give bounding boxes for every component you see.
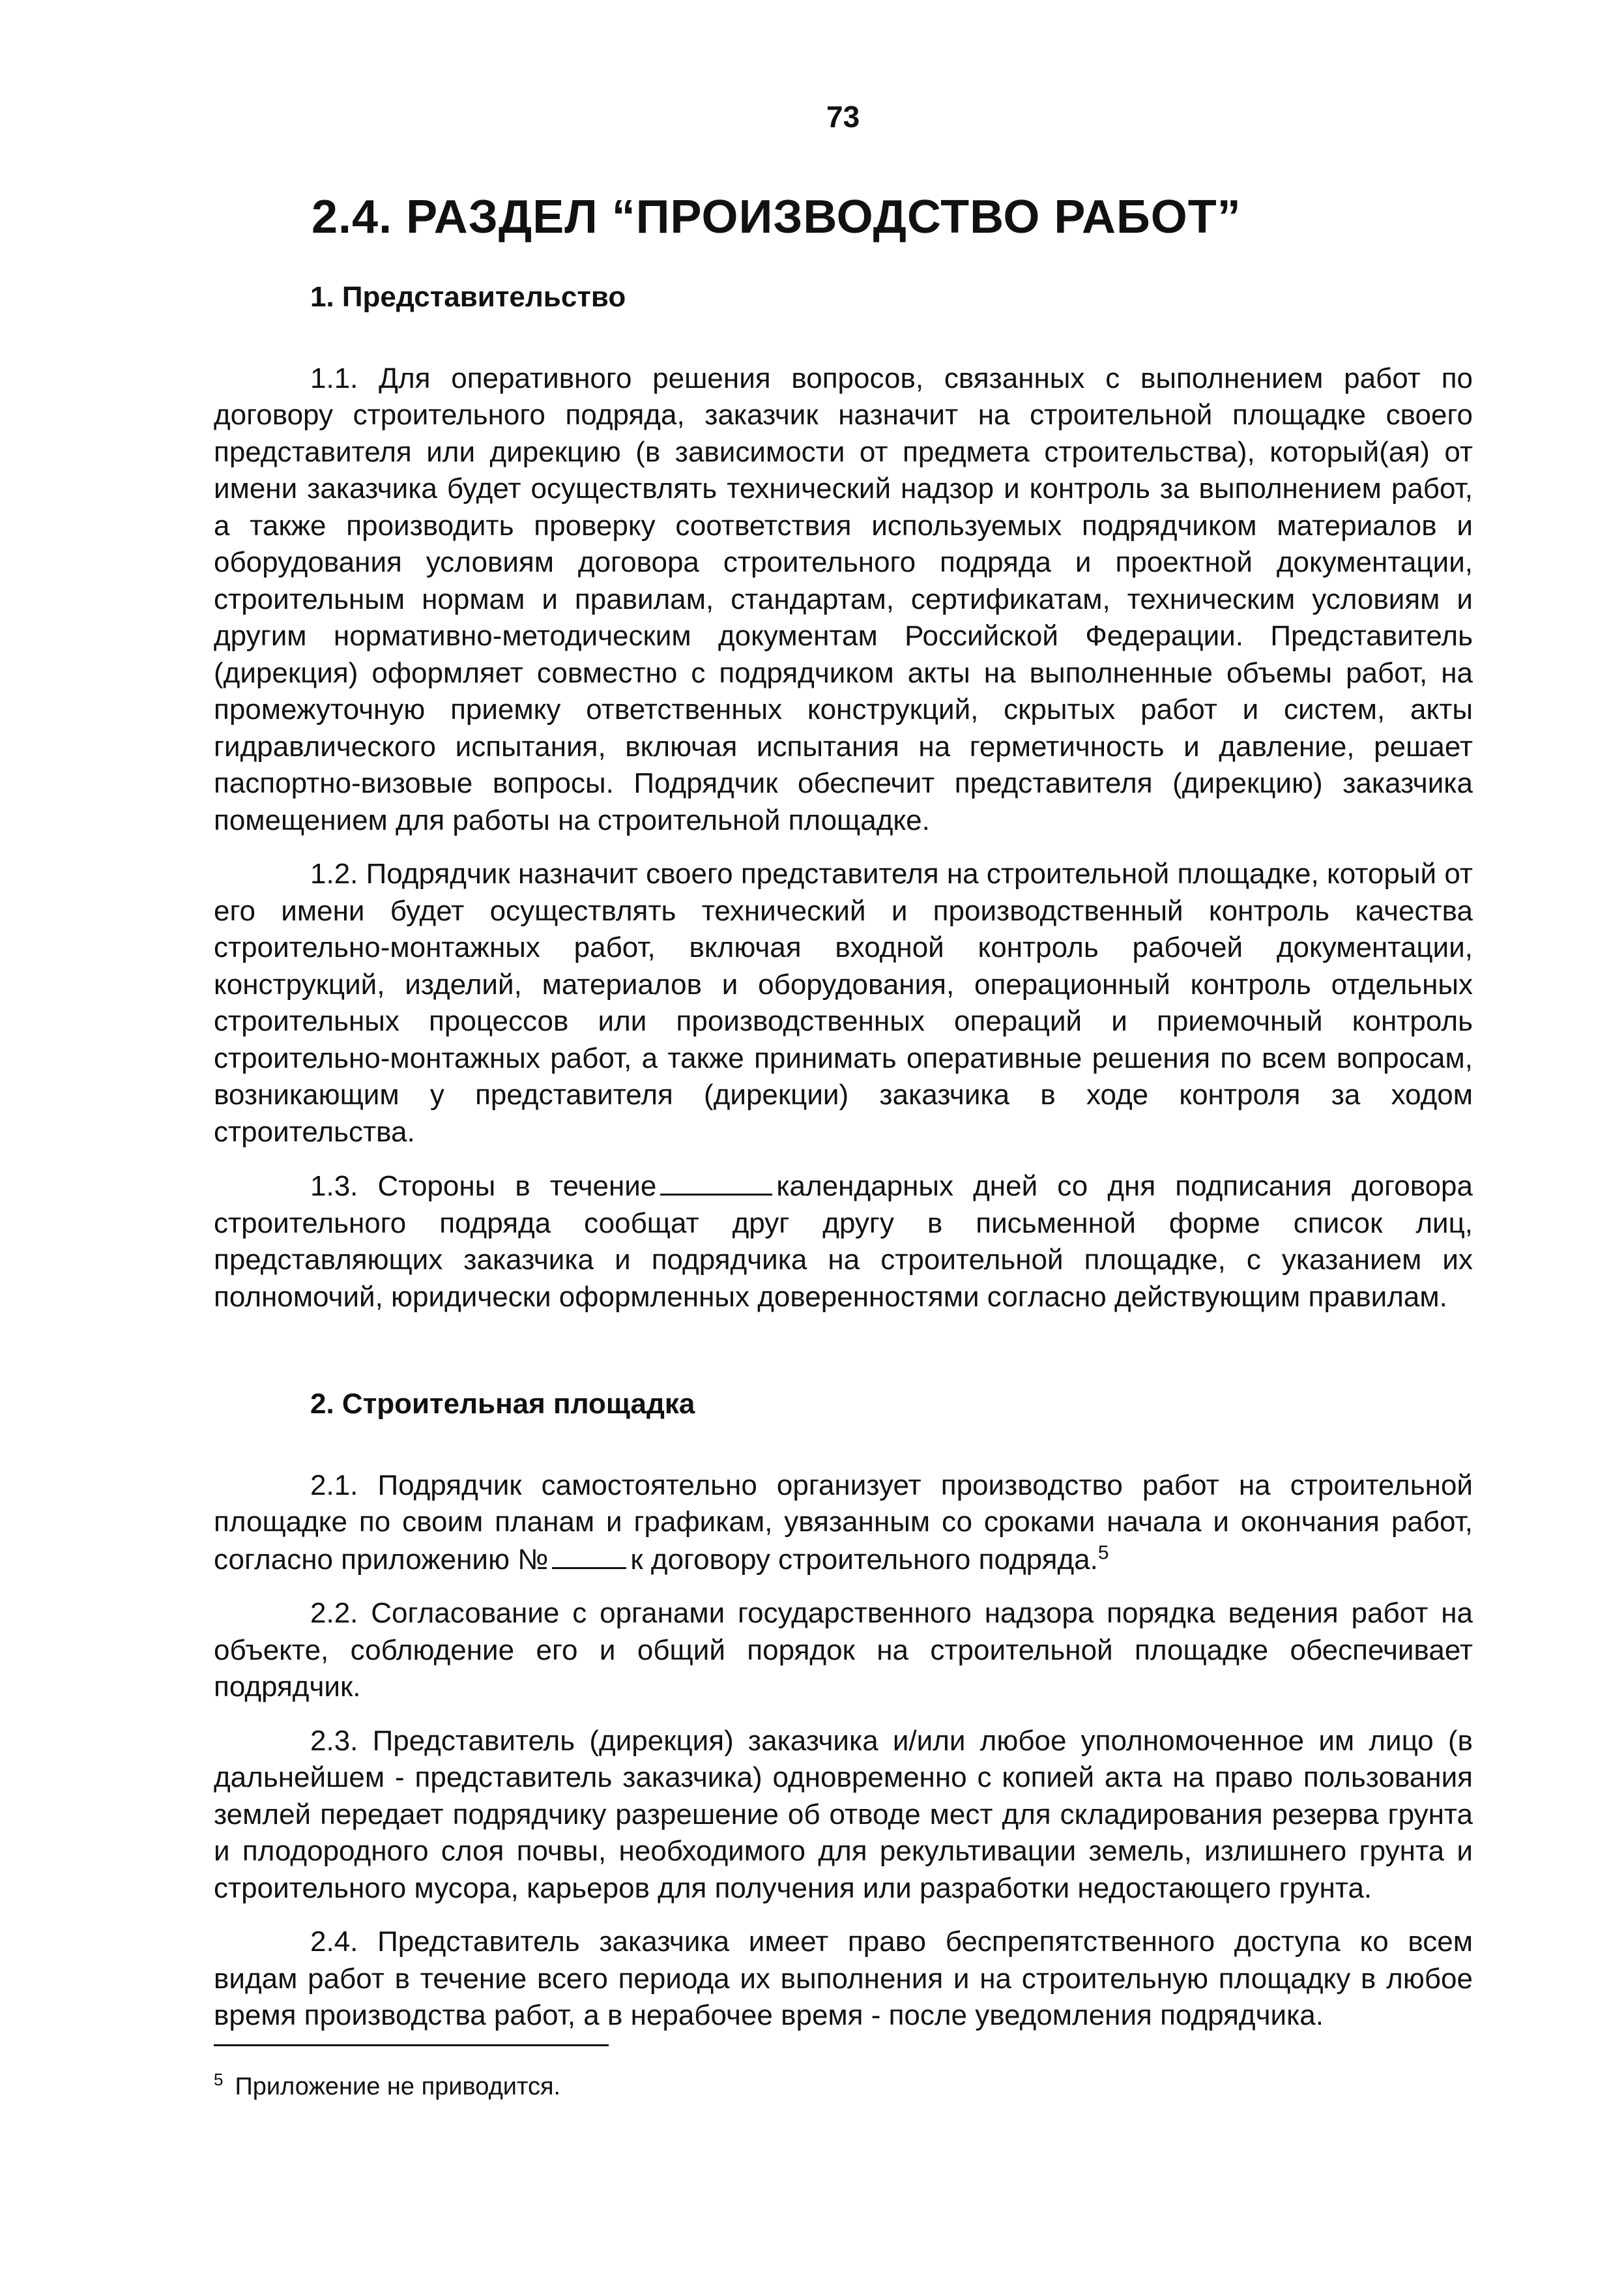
paragraph-2-2-text: 2.2. Согласование с органами государственного надзора порядка ведения работ на объекте, соблюдение его и общий порядок на строительной площадке обеспечивает подрядчик. xyxy=(214,1597,1473,1703)
paragraph-1-3-text-after: календарных дней со дня подписания договора строительного подряда сообщат друг другу в письменной форме список лиц, представляющих заказчика и подрядчика на строительной площадке, с указанием их полномочий, юридически оформленных доверенностями согласно действующим правилам. xyxy=(214,1170,1473,1313)
paragraph-2-1-text-after: к договору строительного подряда. xyxy=(630,1543,1098,1576)
section-heading-construction-site: 2. Строительная площадка xyxy=(310,1388,695,1420)
paragraph-1-1-text: 1.1. Для оперативного решения вопросов, связанных с выполнением работ по договору строительного подряда, заказчик назначит на строительной площадке своего представителя или дирекцию (в зависимости от предмета строительства), который(ая) от имени заказчика будет осуществлять технический надзор и контроль за выполнением работ, а также производить проверку соответствия используемых подрядчиком материалов и оборудования условиям договора строительного подряда и проектной документации, строительным нормам и правилам, стандартам, сертификатам, техническим условиям и другим нормативно-методическим документам Российской Федерации. Представитель (дирекция) оформляет совместно с подрядчиком акты на выполненные объемы работ, на промежуточную приемку ответственных конструкций, скрытых работ и систем, акты гидравлического испытания, включая испытания на герметичность и давление, решает паспортно-визовые вопросы. Подрядчик обеспечит представителя (дирекцию) заказчика помещением для работы на строительной площадке. xyxy=(214,362,1473,836)
paragraph-1-2-text: 1.2. Подрядчик назначит своего представителя на строительной площадке, который от его имени будет осуществлять технический и производственный контроль качества строительно-монтажных работ, включая входной контроль рабочей документации, конструкций, изделий, материалов и оборудования, операционный контроль отдельных строительных процессов или производственных операций и приемочный контроль строительно-монтажных работ, а также принимать оперативные решения по всем вопросам, возникающим у представителя (дирекции) заказчика в ходе контроля за ходом строительства. xyxy=(214,858,1473,1148)
footnote-reference: 5 xyxy=(1097,1541,1109,1563)
page-title: 2.4. РАЗДЕЛ “ПРОИЗВОДСТВО РАБОТ” xyxy=(312,191,1241,243)
footnote-text: Приложение не приводится. xyxy=(235,2073,561,2100)
footnote-divider xyxy=(214,2044,609,2046)
paragraph-2-4 xyxy=(214,1924,1473,2035)
footnote-number: 5 xyxy=(214,2070,224,2090)
paragraph-2-1 xyxy=(214,1467,1473,1579)
paragraph-1-2 xyxy=(214,856,1473,1151)
paragraph-1-3-text-before: 1.3. Стороны в течение xyxy=(310,1170,657,1202)
paragraph-1-3 xyxy=(214,1168,1473,1315)
paragraph-2-4-text: 2.4. Представитель заказчика имеет право беспрепятственного доступа ко всем видам работ в течение всего периода их выполнения и на строительную площадку в любое время производства работ, а в нерабочее время - после уведомления подрядчика. xyxy=(214,1926,1473,2031)
section-heading-representation: 1. Представительство xyxy=(310,281,626,313)
paragraph-2-2 xyxy=(214,1595,1473,1706)
document-body xyxy=(214,279,1473,2051)
paragraph-2-3 xyxy=(214,1723,1473,1907)
page-number: 73 xyxy=(826,100,860,134)
paragraph-2-3-text: 2.3. Представитель (дирекция) заказчика и/или любое уполномоченное им лицо (в дальнейшем - представитель заказчика) одновременно с копией акта на право пользования землей передает подрядчику разрешение об отводе мест для складирования резерва грунта и плодородного слоя почвы, необходимого для рекультивации земель, излишнего грунта и строительного мусора, карьеров для получения или разработки недостающего грунта. xyxy=(214,1724,1473,1904)
days-blank-field xyxy=(660,1168,772,1196)
appendix-number-blank-field xyxy=(552,1541,626,1569)
footnote xyxy=(214,2070,560,2103)
paragraph-1-1 xyxy=(214,360,1473,840)
paragraph-2-1-text-before: 2.1. Подрядчик самостоятельно организует производство работ на строительной площадке по своим планам и графикам, увязанным со сроками начала и окончания работ, согласно приложению № xyxy=(214,1469,1473,1576)
